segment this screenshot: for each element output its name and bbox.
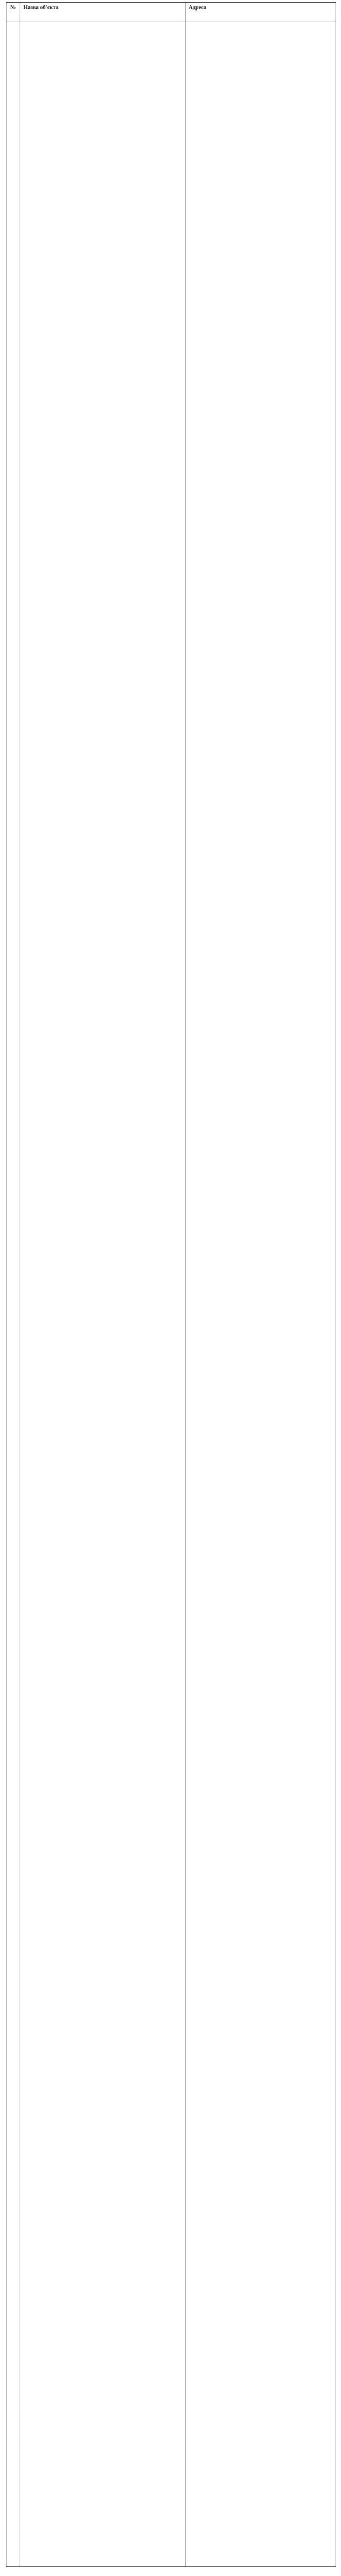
document-page [0, 2, 341, 2576]
header-number: № [6, 3, 20, 21]
number-cell [6, 21, 20, 2567]
header-object-name: Назва об'єкта [20, 3, 185, 21]
header-address: Адреса [185, 3, 336, 21]
table-row-placeholder [6, 21, 336, 2567]
objects-address-table [6, 2, 336, 2567]
table-body [6, 21, 336, 2567]
object-name-cell [20, 21, 185, 2567]
table-header-row [6, 3, 336, 21]
address-cell [185, 21, 336, 2567]
